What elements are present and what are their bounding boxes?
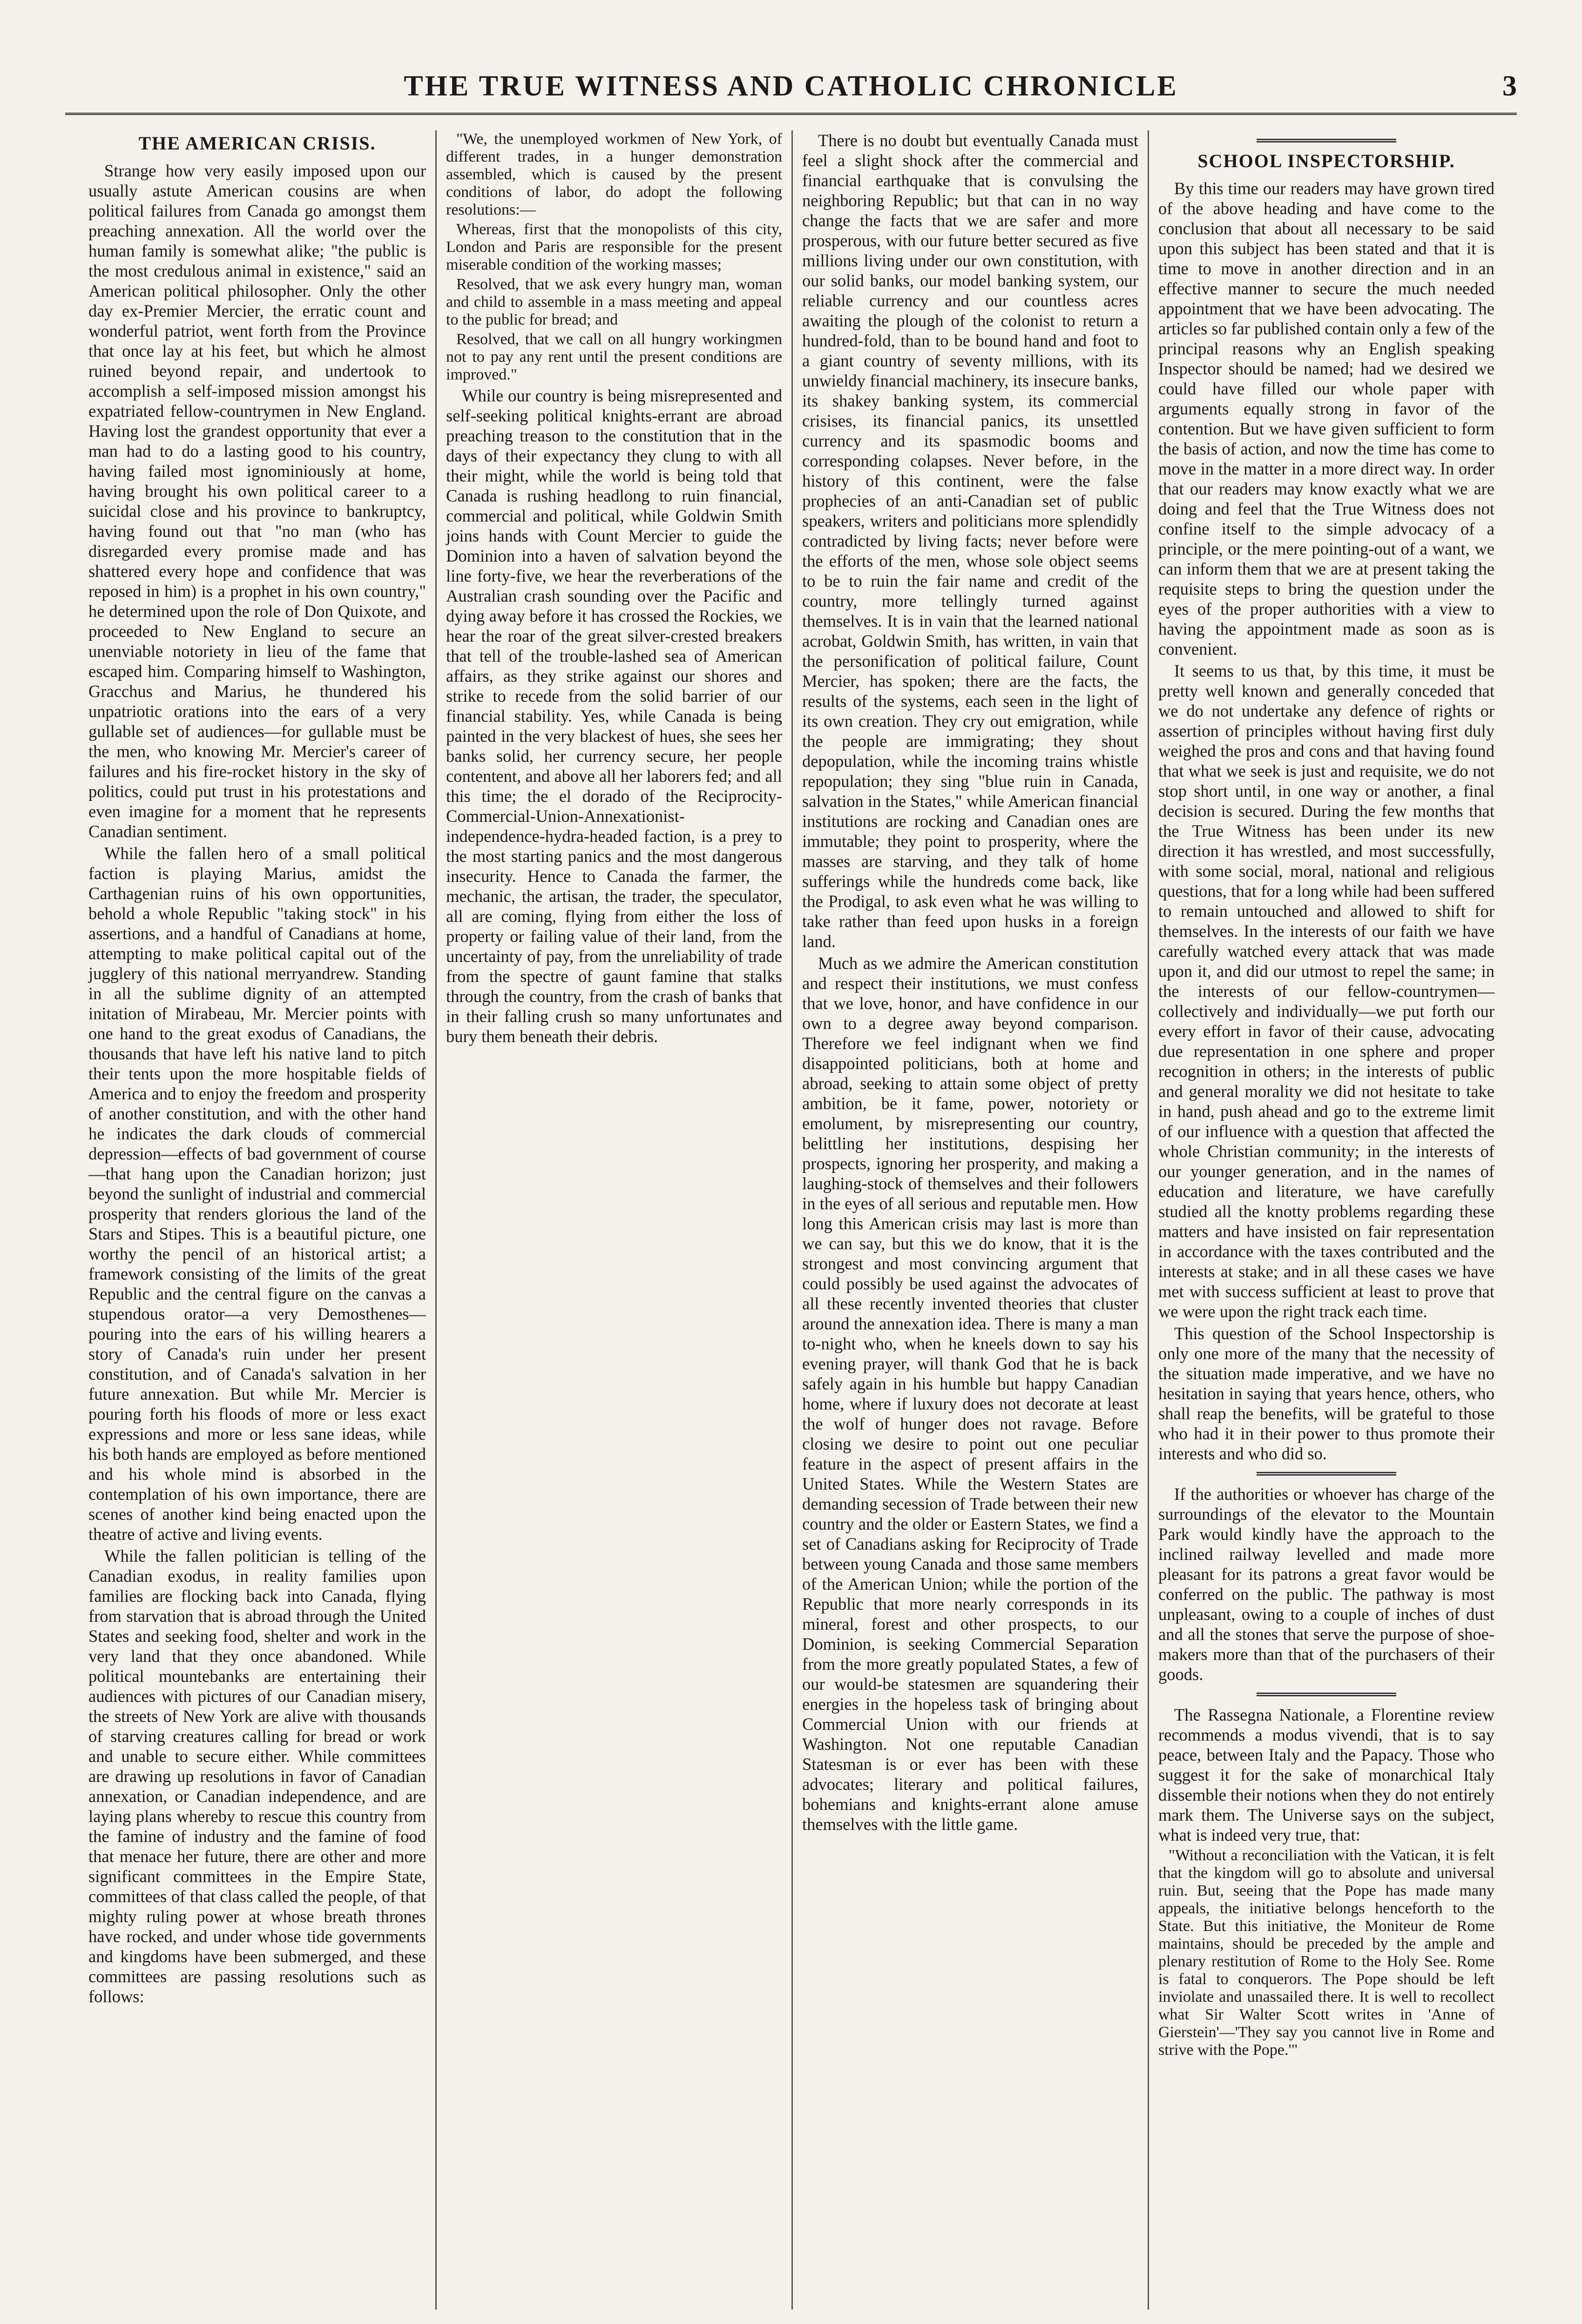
article-paragraph: This question of the School Inspectorship is only one more of the many that the necessity of the situation made imperative, and we have no hesitation in saying that years hence, others, who shall reap the benefits, will be grateful to those who had it in their power to thus promote their interests and who did so. <box>1158 1324 1494 1463</box>
article-paragraph: The Rassegna Nationale, a Florentine review recommends a modus vivendi, that is to say peace, between Italy and the Papacy. Those who suggest it for the sake of monarchical Italy dissemble their notions when they do not entirely mark them. The Universe says on the subject, what is indeed very true, that: <box>1158 1705 1494 1844</box>
universe-quote <box>1158 1847 1494 2059</box>
page-number: 3 <box>1502 70 1517 102</box>
article-heading-american-crisis: THE AMERICAN CRISIS. <box>138 133 376 154</box>
quote-paragraph: "We, the unemployed workmen of New York, of different trades, in a hunger demonstration assembled, which is caused by the present conditions of labor, do adopt the following resolutions:— <box>446 130 782 218</box>
column-2 <box>435 130 791 2310</box>
newspaper-title: THE TRUE WITNESS AND CATHOLIC CHRONICLE <box>404 70 1178 102</box>
resolutions-quote <box>446 130 782 384</box>
masthead <box>65 70 1517 126</box>
article-paragraph: It seems to us that, by this time, it must be pretty well known and generally conceded that we do not undertake any defence of rights or assertion of principles without having first duly weighed the pros and cons and that having found that what we seek is just and requisite, we do not stop short until, in one way or another, a final decision is secured. During the few months that the True Witness has been under its new direction it has wrestled, and most successfully, with some social, moral, national and religious questions, that for a long while had been suffered to remain untouched and allowed to shift for themselves. In the interests of our faith we have carefully watched every attack that was made upon it, and did our utmost to repel the same; in the interests of our fellow-countrymen—collectively and individually—we put forth our every effort in favor of their cause, advocating due representation in one sphere and proper recognition in others; in the interests of public and general morality we did not hesitate to take in hand, push ahead and go to the extreme limit of our influence with a question that affected the whole Christian community; in the interests of our younger generation, and in the names of education and literature, we have carefully studied all the knotty problems regarding these matters and have insisted on fair representation in accordance with the taxes contributed and the interests at stake; and in all these cases we have met with success sufficient at least to prove that we were upon the right track each time. <box>1158 661 1494 1321</box>
section-divider <box>1257 1693 1396 1696</box>
section-divider <box>1257 139 1396 142</box>
article-paragraph: While the fallen politician is telling of the Canadian exodus, in reality families upon families are flocking back into Canada, flying from starvation that is abroad through the United States and seeking food, shelter and work in the very land that they once abandoned. While political mountebanks are entertaining their audiences with pictures of our Canadian misery, the streets of New York are alive with thousands of starving creatures calling for bread or work and unable to secure either. While committees are drawing up resolutions in favor of Canadian annexation, or Canadian independence, and are laying plans whereby to rescue this country from the famine of industry and the famine of food that menace her future, there are other and more significant committees in the Empire State, committees of that class called the people, of that mighty ruling power at whose breath thrones have rocked, and under whose tide governments and kingdoms have been submerged, and these committees are passing resolutions such as follows: <box>88 1546 426 2006</box>
article-paragraph: While our country is being misrepresented and self-seeking political knights-errant are abroad preaching treason to the constitution that in the days of their expectancy they clung to with all their might, while the world is being told that Canada is rushing headlong to ruin financial, commercial and political, while Goldwin Smith joins hands with Count Mercier to guide the Dominion into a haven of salvation beyond the line forty-five, we hear the reverberations of the Australian crash sounding over the Pacific and dying away before it has crossed the Rockies, we hear the roar of the great silver-crested breakers that tell of the trouble-lashed sea of American affairs, as they strike against our shores and strike to recede from the solid barrier of our financial stability. Yes, while Canada is being painted in the very blackest of hues, she sees her banks solid, her currency secure, her people contentent, and above all her laborers fed; and all this time; the el dorado of the Reciprocity-Commercial-Union-Annexationist-independence-hydra-headed faction, is a prey to the most starting panics and the most dangerous insecurity. Hence to Canada the farmer, the mechanic, the artisan, the trader, the speculator, all are coming, flying from either the loss of property or failing value of their land, from the uncertainty of pay, from the unreliability of trade from the spectre of gaunt famine that stalks through the country, from the crash of banks that in their falling crush so many unfortunates and bury them beneath their debris. <box>446 386 782 1046</box>
quote-paragraph: Whereas, first that the monopolists of this city, London and Paris are responsible for the present miserable condition of the working masses; <box>446 221 782 273</box>
article-paragraph: Much as we admire the American constitution and respect their institutions, we must confess that we love, honor, and have confidence in our own to a degree away beyond comparison. Therefore we feel indignant when we find disappointed politicians, both at home and abroad, seeking to attain some object of pretty ambition, be it fame, power, notoriety or emolument, by misrepresenting our country, belittling her institutions, despising her prospects, ignoring her prosperity, and making a laughing-stock of themselves and their followers in the eyes of all serious and reputable men. How long this American crisis may last is more than we can say, but this we do know, that it is the strongest and most convincing argument that could possibly be used against the advocates of all these recently invented theories that cluster around the annexation idea. There is many a man to-night who, when he kneels down to say his evening prayer, will thank God that he is back safely again in his humble but happy Canadian home, where if luxury does not decorate at least the wolf of hunger does not ravage. Before closing we desire to point out one peculiar feature in the aspect of present affairs in the United States. While the Western States are demanding secession of Trade between their new country and the older or Eastern States, we find a set of Canadians asking for Reciprocity of Trade between young Canada and those same members of the American Union; while the portion of the Republic that more nearly corresponds in its mineral, forest and other prospects, to our Dominion, is seeking Commercial Separation from the more greatly populated States, a few of our would-be statesmen are squandering their energies in the hopeless task of bringing about Commercial Union with our friends at Washington. Not one reputable Canadian Statesman is or ever has been with these advocates; literary and political failures, bohemians and knights-errant alone amuse themselves with the little game. <box>802 954 1138 1834</box>
masthead-rule <box>65 113 1517 115</box>
article-heading-school-inspectorship: SCHOOL INSPECTORSHIP. <box>1197 150 1455 171</box>
column-3 <box>791 130 1148 2310</box>
quote-paragraph: Resolved, that we call on all hungry workingmen not to pay any rent until the present conditions are improved." <box>446 331 782 383</box>
quote-paragraph: Resolved, that we ask every hungry man, woman and child to assemble in a mass meeting and appeal to the public for bread; and <box>446 276 782 328</box>
article-paragraph: There is no doubt but eventually Canada must feel a slight shock after the commercial and financial earthquake that is convulsing the neighboring Republic; but that can in no way change the facts that we are safer and more prosperous, with our future better secured as five millions living under our own constitution, with our solid banks, our model banking system, our reliable currency and our countless acres awaiting the plough of the colonist to return a hundred-fold, than to be bound hand and foot to a giant country of seventy millions, with its unwieldy financial machinery, its insecure banks, its shakey banking system, its commercial crisises, its financial panics, its unsettled currency and its spasmodic booms and corresponding colapses. Never before, in the history of this continent, were the false prophecies of an anti-Canadian set of public speakers, writers and politicians more splendidly contradicted by living facts; never before were the efforts of the men, whose sole object seems to be to ruin the fair name and credit of the country, more tellingly turned against themselves. It is in vain that the learned national acrobat, Goldwin Smith, has written, in vain that the personification of political failure, Count Mercier, has spoken; there are the facts, the results of the systems, each seen in the light of its own creation. They cry out emigration, while the people are immigrating; they shout depopulation, while the incoming trains whistle repopulation; they sing "blue ruin in Canada, salvation in the States," while American financial institutions are rocking and Canadian ones are immutable; they point to prosperity, where the masses are starving, and they talk of home sufferings while the hundreds come back, like the Prodigal, to ask even what he was willing to take rather than feed upon husks in a foreign land. <box>802 131 1138 951</box>
article-paragraph: While the fallen hero of a small political faction is playing Marius, amidst the Carthagenian ruins of his own opportunities, behold a whole Republic "taking stock" in his assertions, and a handful of Canadians at home, attempting to make political capital out of the jugglery of this national merryandrew. Standing in all the sublime dignity of an attempted initation of Mirabeau, Mr. Mercier points with one hand to the great exodus of Canadians, the thousands that have left his native land to pitch their tents upon the more hospitable fields of America and to enjoy the freedom and prosperity of another constitution, and with the other hand he indicates the dark clouds of commercial depression—effects of bad government of course—that hang upon the Canadian horizon; just beyond the sunlight of industrial and commercial prosperity that renders glorious the land of the Stars and Stipes. This is a beautiful picture, one worthy the pencil of an historical artist; a framework consisting of the limits of the great Republic and the central figure on the canvas a stupendous orator—a very Demosthenes—pouring into the ears of his willing hearers a story of Canada's ruin under her present constitution, and of Canada's salvation in her future annexation. But while Mr. Mercier is pouring forth his floods of more or less exact expressions and more or less sane ideas, while his both hands are employed as before mentioned and his whole mind is absorbed in the contemplation of his own importance, there are scenes of another kind being enacted upon the theatre of active and living events. <box>88 844 426 1544</box>
newspaper-columns <box>79 130 1504 2310</box>
column-4 <box>1148 130 1504 2310</box>
column-1 <box>79 130 435 2310</box>
article-paragraph: If the authorities or whoever has charge of the surroundings of the elevator to the Mountain Park would kindly have the approach to the inclined railway levelled and made more pleasant for its patrons a great favor would be conferred on the public. The pathway is most unpleasant, owing to a couple of inches of dust and all the stones that serve the purpose of shoe-makers more than that of the purchasers of their goods. <box>1158 1484 1494 1684</box>
article-paragraph: By this time our readers may have grown tired of the above heading and have come to the conclusion that about all necessary to be said upon this subject has been stated and that it is time to move in another direction and in an effective manner to secure the much needed appointment that we have been advocating. The articles so far published contain only a few of the principal reasons why an English speaking Inspector should be named; had we desired we could have filled our whole paper with arguments equally strong in favor of the contention. But we have given sufficient to form the basis of action, and now the time has come to move in the matter in a more direct way. In order that our readers may know exactly what we are doing and feel that the True Witness does not confine itself to the simple advocacy of a principle, or the mere pointing-out of a want, we can inform them that we are at present taking the requisite steps to bring the question under the eyes of the proper authorities with a view to having the appointment made as soon as is convenient. <box>1158 179 1494 658</box>
article-paragraph: Strange how very easily imposed upon our usually astute American cousins are when political failures from Canada go amongst them preaching annexation. All the world over the human family is somewhat alike; "the public is the most credulous animal in existence," said an American political philosopher. Only the other day ex-Premier Mercier, the erratic count and wonderful patriot, went forth from the Province that once lay at his feet, but which he almost ruined beyond repair, and undertook to accomplish a self-imposed mission amongst his expatriated fellow-countrymen in New England. Having lost the grandest opportunity that ever a man had to do a lasting good to his country, having failed most ignominiously at home, having brought his own political career to a suicidal close and his province to bankruptcy, having found out that "no man (who has disregarded every promise made and has shattered every hope and confidence that was reposed in him) is a prophet in his own country," he determined upon the role of Don Quixote, and proceeded to New England to secure an unenviable notoriety in lieu of the fame that escaped him. Comparing himself to Washington, Gracchus and Marius, he thundered his unpatriotic orations into the ears of a very gullable set of audiences—for gullable must be the men, who knowing Mr. Mercier's career of failures and his fire-rocket history in the sky of politics, could put trust in his protestations and even imagine for a moment that he represents Canadian sentiment. <box>88 161 426 841</box>
quote-paragraph: "Without a reconciliation with the Vatican, it is felt that the kingdom will go to absolute and universal ruin. But, seeing that the Pope has made many appeals, the initiative belongs henceforth to the State. But this initiative, the Moniteur de Rome maintains, should be preceded by the ample and plenary restitution of Rome to the Holy See. Rome is fatal to conquerors. The Pope should be left inviolate and unassailed there. It is well to recollect what Sir Walter Scott writes in 'Anne of Gierstein'—'They say you cannot live in Rome and strive with the Pope.'" <box>1158 1847 1494 2059</box>
section-divider <box>1257 1472 1396 1476</box>
